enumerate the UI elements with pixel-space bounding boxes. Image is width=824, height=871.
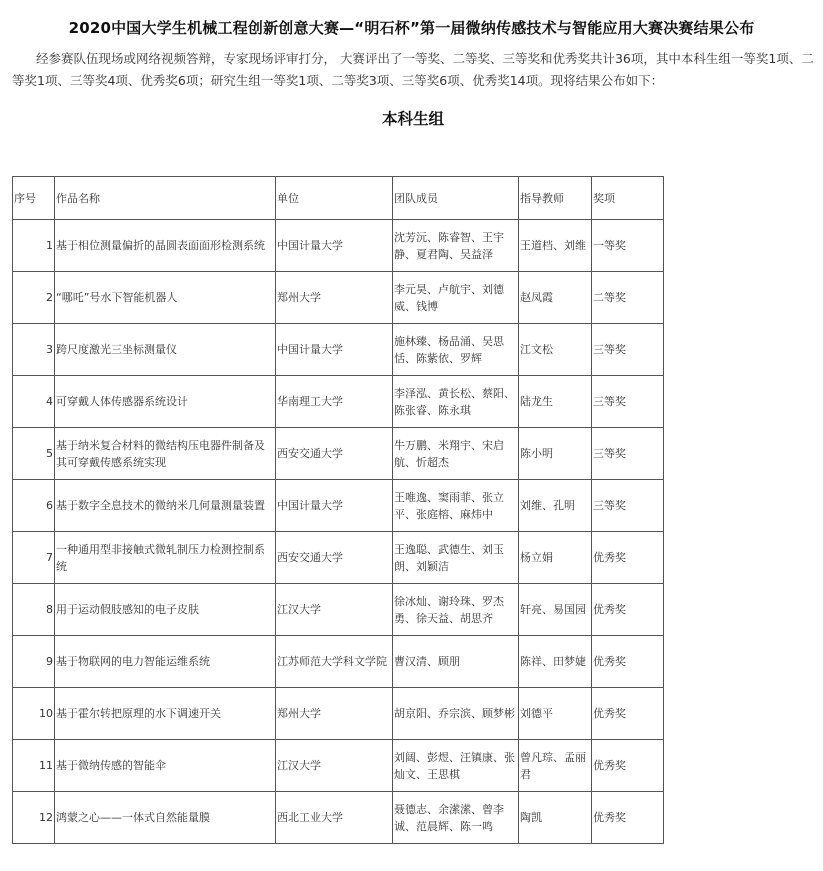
institution-cell (276, 740, 393, 792)
advisor: 陆龙生 (520, 395, 553, 408)
table-row (13, 480, 664, 532)
institution: 江汉大学 (277, 759, 321, 772)
table-row (13, 324, 664, 376)
advisor-cell (519, 428, 592, 480)
table-row (13, 428, 664, 480)
team-members-cell (393, 376, 519, 428)
advisor: 曾凡琮、孟丽君 (520, 750, 586, 781)
row-number: 3 (46, 343, 53, 356)
team-members-cell (393, 220, 519, 272)
award: 三等奖 (593, 343, 626, 356)
institution: 西安交通大学 (277, 447, 343, 460)
table-row (13, 740, 664, 792)
row-number-cell (13, 688, 55, 740)
award-cell (592, 324, 664, 376)
advisor: 陈小明 (520, 447, 553, 460)
header-cell: 单位 (276, 177, 393, 220)
award-cell (592, 636, 664, 688)
institution: 中国计量大学 (277, 499, 343, 512)
advisor-cell (519, 584, 592, 636)
institution-cell (276, 688, 393, 740)
project-name: 用于运动假肢感知的电子皮肤 (56, 603, 199, 616)
row-number-cell (13, 376, 55, 428)
project-name: 鸿蒙之心——一体式自然能量膜 (56, 811, 210, 824)
institution: 郑州大学 (277, 707, 321, 720)
project-name: 可穿戴人体传感器系统设计 (56, 395, 188, 408)
row-number: 12 (39, 811, 53, 824)
advisor-cell (519, 480, 592, 532)
award-cell (592, 428, 664, 480)
row-number: 7 (46, 551, 53, 564)
project-name: 一种通用型非接触式微轧制压力检测控制系统 (56, 542, 265, 573)
team-members: 王逸聪、武德生、刘玉朗、刘颖洁 (394, 542, 504, 573)
row-number-cell (13, 740, 55, 792)
project-name-cell (55, 792, 276, 844)
team-members-cell (393, 584, 519, 636)
institution-cell (276, 480, 393, 532)
award: 优秀奖 (593, 655, 626, 668)
table-row (13, 532, 664, 584)
advisor-cell (519, 688, 592, 740)
project-name: 基于物联网的电力智能运维系统 (56, 655, 210, 668)
award: 三等奖 (593, 447, 626, 460)
project-name-cell (55, 480, 276, 532)
project-name: “哪吒”号水下智能机器人 (56, 291, 178, 304)
team-members-cell (393, 532, 519, 584)
row-number-cell (13, 324, 55, 376)
project-name: 跨尺度激光三坐标测量仪 (56, 343, 177, 356)
header-cell: 奖项 (592, 177, 664, 220)
institution-cell (276, 376, 393, 428)
project-name-cell (55, 688, 276, 740)
article-title: 2020中国大学生机械工程创新创意大赛—“明石杯”第一届微纳传感技术与智能应用大赛决赛结果公布 (68, 19, 755, 37)
row-number-cell (13, 480, 55, 532)
team-members-cell (393, 324, 519, 376)
table-row (13, 688, 664, 740)
award-cell (592, 480, 664, 532)
award-cell (592, 584, 664, 636)
institution: 西安交通大学 (277, 551, 343, 564)
institution-cell (276, 636, 393, 688)
project-name-cell (55, 636, 276, 688)
row-number-cell (13, 272, 55, 324)
project-name: 基于霍尔转把原理的水下调速开关 (56, 707, 221, 720)
row-number-cell (13, 636, 55, 688)
header-cell: 团队成员 (393, 177, 519, 220)
row-number: 11 (39, 759, 53, 772)
row-number: 2 (46, 291, 53, 304)
header-cell: 指导教师 (519, 177, 592, 220)
project-name-cell (55, 428, 276, 480)
row-number-cell (13, 428, 55, 480)
intro-paragraph: 经参赛队伍现场或网络视频答辩，专家现场评审打分， 大赛评出了一等奖、二等奖、三等奖和优秀奖共计36项，其中本科生组一等奖1项、二等奖1项、三等奖4项、优秀奖6项；研究生组一等奖1项、二等奖3项、三等奖6项、优秀奖14项。现将结果公布如下： (12, 51, 814, 88)
team-members: 聂德志、余潆潆、曾李诚、范晨辉、陈一鸣 (394, 802, 504, 833)
award-cell (592, 740, 664, 792)
table-row (13, 636, 664, 688)
row-number-cell (13, 792, 55, 844)
table-header-row (13, 177, 664, 220)
institution: 中国计量大学 (277, 343, 343, 356)
advisor: 陶凯 (520, 811, 542, 824)
award: 一等奖 (593, 239, 626, 252)
advisor: 江文松 (520, 343, 553, 356)
team-members-cell (393, 688, 519, 740)
advisor: 王道档、刘维 (520, 239, 586, 252)
team-members-cell (393, 740, 519, 792)
team-members: 李元昊、卢航宇、刘德威、钱博 (394, 282, 504, 313)
project-name-cell (55, 272, 276, 324)
advisor-cell (519, 376, 592, 428)
project-name-cell (55, 324, 276, 376)
award: 优秀奖 (593, 759, 626, 772)
institution: 郑州大学 (277, 291, 321, 304)
institution-cell (276, 324, 393, 376)
row-number: 10 (39, 707, 53, 720)
institution: 西北工业大学 (277, 811, 343, 824)
advisor-cell (519, 324, 592, 376)
team-members: 李泽泓、黄长松、蔡阳、陈张睿、陈永琪 (394, 386, 515, 417)
row-number: 9 (46, 655, 53, 668)
table-row (13, 584, 664, 636)
institution: 江苏师范大学科文学院 (277, 655, 387, 668)
header-cell: 作品名称 (55, 177, 276, 220)
team-members-cell (393, 636, 519, 688)
advisor: 刘德平 (520, 707, 553, 720)
advisor-cell (519, 792, 592, 844)
results-table (12, 176, 664, 844)
table-row (13, 220, 664, 272)
table-row (13, 272, 664, 324)
team-members-cell (393, 480, 519, 532)
row-number: 1 (46, 239, 53, 252)
row-number: 5 (46, 447, 53, 460)
team-members: 牛万鹏、米翔宇、宋启航、忻超杰 (394, 438, 504, 469)
advisor-cell (519, 220, 592, 272)
award-cell (592, 376, 664, 428)
project-name: 基于数字全息技术的微纳米几何量测量装置 (56, 499, 265, 512)
project-name: 基于纳米复合材料的微结构压电器件制备及其可穿戴传感系统实现 (56, 438, 265, 469)
team-members: 曹汉清、顾朋 (394, 655, 460, 668)
advisor-cell (519, 740, 592, 792)
award: 二等奖 (593, 291, 626, 304)
institution-cell (276, 272, 393, 324)
advisor-cell (519, 532, 592, 584)
project-name-cell (55, 584, 276, 636)
award-cell (592, 792, 664, 844)
award-cell (592, 688, 664, 740)
team-members-cell (393, 792, 519, 844)
institution-cell (276, 584, 393, 636)
project-name-cell (55, 376, 276, 428)
header-cell: 序号 (13, 177, 55, 220)
row-number-cell (13, 532, 55, 584)
team-members: 胡京阳、乔宗滨、顾梦彬 (394, 707, 515, 720)
institution-cell (276, 220, 393, 272)
table-row (13, 792, 664, 844)
advisor: 赵凤霞 (520, 291, 553, 304)
award: 优秀奖 (593, 603, 626, 616)
advisor-cell (519, 636, 592, 688)
team-members-cell (393, 428, 519, 480)
team-members: 沈芳沅、陈睿智、王宇静、夏君陶、吴益泽 (394, 230, 504, 261)
project-name: 基于微纳传感的智能伞 (56, 759, 166, 772)
institution: 江汉大学 (277, 603, 321, 616)
advisor: 陈祥、田梦婕 (520, 655, 586, 668)
table-row (13, 376, 664, 428)
group-title: 本科生组 (381, 110, 444, 128)
institution-cell (276, 428, 393, 480)
award: 三等奖 (593, 395, 626, 408)
advisor: 轩亮、易国园 (520, 603, 586, 616)
institution-cell (276, 792, 393, 844)
project-name-cell (55, 220, 276, 272)
row-number: 4 (46, 395, 53, 408)
team-members: 徐冰灿、谢玲珠、罗杰勇、徐天益、胡思齐 (394, 594, 504, 625)
team-members-cell (393, 272, 519, 324)
award-cell (592, 272, 664, 324)
row-number-cell (13, 220, 55, 272)
award-cell (592, 532, 664, 584)
institution-cell (276, 532, 393, 584)
team-members: 施林臻、杨品涌、吴思恬、陈紫依、罗辉 (394, 334, 504, 365)
project-name: 基于相位测量偏折的晶圆表面面形检测系统 (56, 239, 265, 252)
team-members: 刘阔、彭煜、汪镇康、张灿文、王思棋 (394, 750, 515, 781)
award: 三等奖 (593, 499, 626, 512)
advisor: 刘维、孔明 (520, 499, 575, 512)
row-number: 6 (46, 499, 53, 512)
project-name-cell (55, 740, 276, 792)
advisor: 杨立娟 (520, 551, 553, 564)
team-members: 王唯逸、窦雨菲、张立平、张庭榕、麻炜中 (394, 490, 504, 521)
award: 优秀奖 (593, 811, 626, 824)
award: 优秀奖 (593, 551, 626, 564)
award-cell (592, 220, 664, 272)
institution: 华南理工大学 (277, 395, 343, 408)
row-number-cell (13, 584, 55, 636)
advisor-cell (519, 272, 592, 324)
institution: 中国计量大学 (277, 239, 343, 252)
row-number: 8 (46, 603, 53, 616)
project-name-cell (55, 532, 276, 584)
award: 优秀奖 (593, 707, 626, 720)
